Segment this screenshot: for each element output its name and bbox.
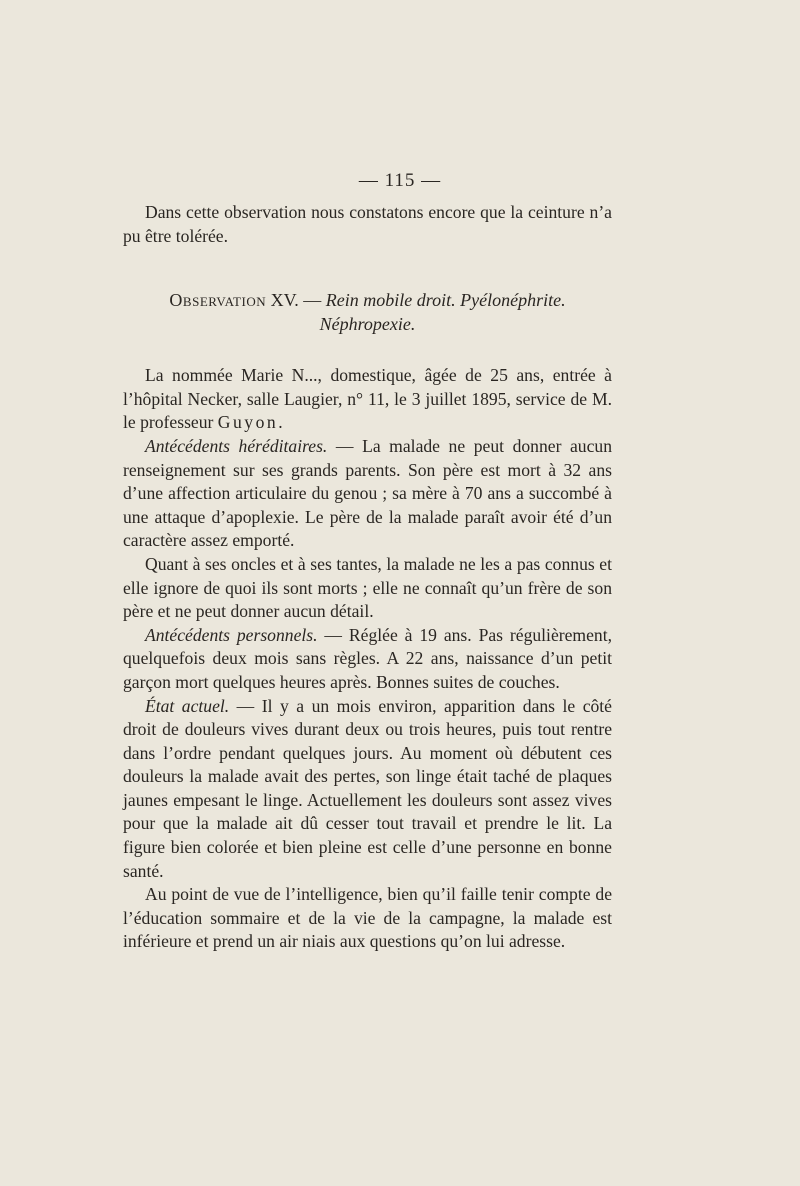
heading-heredity: Antécédents héréditaires. (145, 435, 328, 456)
heredity-text: — La malade ne peut donner aucun renseignement sur ses grands parents. Son père est mort à 32 ans d’une affection articulaire du genou ; sa mère à 70 ans a succombé à une attaque d’apoplexie. Le père de la malade paraît avoir été d’un caractère assez emporté. (123, 435, 613, 551)
heading-personal: Antécédents personnels. (145, 624, 318, 645)
current-state-text: — Il y a un mois environ, apparition dans le côté droit de douleurs vives durant deux ou trois heures, puis tout rentre dans l’ordre pendant quelques jours. Au moment où débutent ces douleurs la malade avait des pertes, son linge était taché de plaques jaunes empesant le linge. Actuellement les douleurs sont assez vives pour que la malade ait dû cesser tout travail et prendre le lit. La figure bien colorée et bien pleine est celle d’une personne en bonne santé. (123, 695, 612, 881)
observation-number: XV. — (270, 290, 322, 311)
admission-end: . (278, 412, 283, 433)
admission-text: La nommée Marie N..., domestique, âgée de 25 ans, entrée à l’hôpital Necker, salle Laugier, n° 11, le 3 juillet 1895, service de M. le professeur (123, 365, 612, 433)
observation-heading (123, 288, 612, 336)
paragraph-relatives: Quant à ses oncles et à ses tantes, la malade ne les a pas connus et elle ignore de quoi ils sont morts ; elle ne connaît qu’un frère de son père et ne peut donner aucun détail. (123, 553, 612, 622)
paragraph-personal (123, 624, 612, 695)
paragraph-current-state (123, 695, 612, 884)
paragraph-intelligence: Au point de vue de l’intelligence, bien qu’il faille tenir compte de l’éducation sommaire et de la vie de la campagne, la malade est inférieure et prend un air niais aux questions qu’on lui adresse. (123, 884, 612, 952)
observation-title-line2: Néphropexie. (319, 314, 416, 335)
heading-current-state: État actuel. (145, 695, 230, 716)
intro-paragraph: Dans cette observation nous constatons encore que la ceinture n’a pu être tolérée. (123, 202, 612, 246)
observation-label: Observation (169, 290, 267, 311)
professor-name: Guyon (217, 412, 279, 433)
page-number: — 115 — (358, 170, 442, 191)
personal-text: — Réglée à 19 ans. Pas régulièrement, quelquefois deux mois sans règles. A 22 ans, naissance d’un petit garçon mort quelques heures après. Bonnes suites de couches. (123, 624, 612, 692)
paragraph-heredity (123, 435, 612, 553)
paragraph-admission (123, 364, 612, 435)
body-text (123, 201, 612, 954)
observation-title-line1: Rein mobile droit. Pyélonéphrite. (325, 290, 566, 311)
